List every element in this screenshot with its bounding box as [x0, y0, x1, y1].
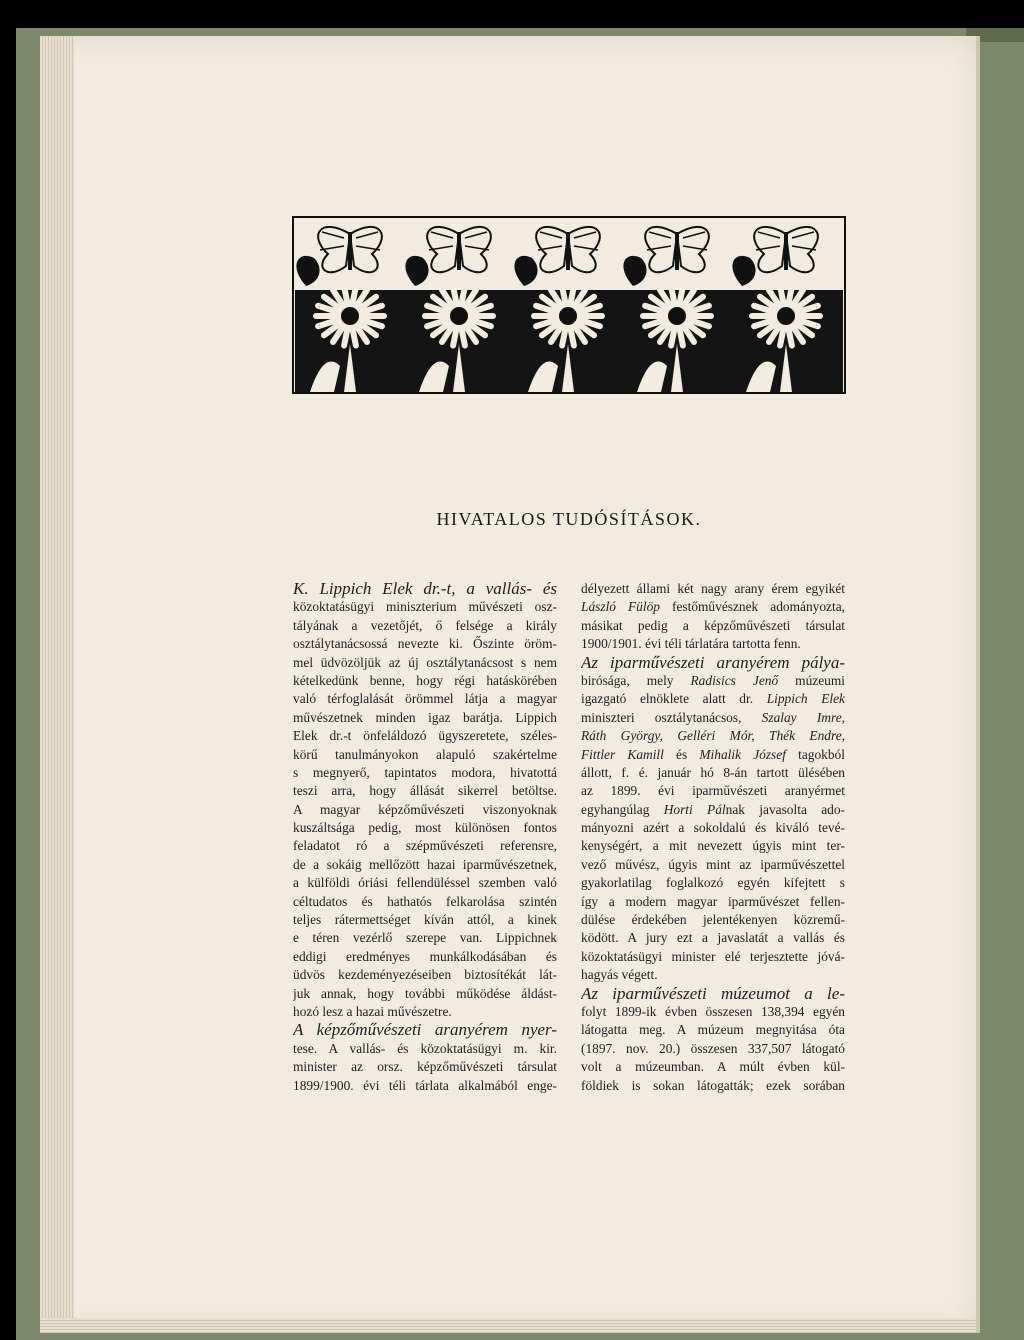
text-line [293, 672, 557, 690]
text-run: céltudatos és hathatós felkarolása szintén [293, 893, 557, 909]
text-run: hagyás végett. [581, 967, 658, 983]
text-line [581, 819, 845, 837]
text-run: kuszáltsága pedig, most különösen fontos [293, 820, 557, 836]
text-run: juk annak, hogy további működése áldást- [293, 985, 557, 1001]
text-line [581, 1003, 845, 1021]
text-run: miniszteri osztálytanácsos, [581, 709, 762, 725]
text-run: hozó lesz a hazai művészetre. [293, 1003, 452, 1019]
italic-text: Mihalik József [699, 746, 786, 762]
italic-text: László Fülöp [581, 599, 660, 615]
text-line [581, 782, 845, 800]
text-line [293, 837, 557, 855]
text-run: közoktatásügyi minister elé terjesztette jóvá- [581, 948, 845, 964]
text-run: tályának a vezetőjét, ő felsége a király [293, 617, 557, 633]
text-run: ködött. A jury ezt a javaslatát a vallás és [581, 930, 845, 946]
text-line [581, 1077, 845, 1095]
page-stack-bottom [40, 1318, 978, 1333]
text-run: állott, f. é. január hó 8-án tartott ülésében [581, 764, 845, 780]
section-title: HIVATALOS TUDÓSÍTÁSOK. [436, 509, 702, 529]
text-line [581, 856, 845, 874]
text-line [293, 1077, 557, 1095]
text-line [293, 1040, 557, 1058]
text-run: művészetnek minden igaz barátja. Lippich [293, 709, 557, 725]
text-line [581, 764, 845, 782]
text-line [293, 764, 557, 782]
italic-text: Lippich Elek [766, 691, 845, 707]
text-line [581, 929, 845, 947]
text-run: kételkedünk benne, hogy régi hatáskörében [293, 672, 557, 688]
text-line [581, 635, 845, 653]
text-line [293, 801, 557, 819]
text-run: az 1899. évi iparművészeti aranyérmet [581, 783, 845, 799]
text-run: körű tanulmányokon alapuló szakértelme [293, 746, 557, 762]
text-run: 1900/1901. évi téli tárlatára tartotta fenn. [581, 636, 801, 652]
page-right-edge [976, 36, 980, 1333]
text-run: eddigi eredményes munkálkodásában és [293, 948, 557, 964]
text-line [293, 782, 557, 800]
text-line [293, 929, 557, 947]
text-line [293, 985, 557, 1003]
page-stack-left [40, 36, 74, 1333]
text-line [293, 746, 557, 764]
text-line [293, 598, 557, 616]
text-line [293, 856, 557, 874]
text-run: igazgató elnöklete alatt dr. [581, 691, 767, 707]
text-line [581, 617, 845, 635]
text-line [581, 801, 845, 819]
text-line [581, 874, 845, 892]
italic-text: Az iparművészeti aranyérem pálya- [581, 653, 845, 672]
text-line [293, 1003, 557, 1021]
text-line [581, 966, 845, 984]
text-run: minister az orsz. képzőművészeti társulat [293, 1059, 557, 1075]
text-run: festőművésznek adományozta, [659, 599, 845, 615]
text-line [293, 819, 557, 837]
text-line [293, 690, 557, 708]
italic-text: Horti Pál [663, 801, 726, 817]
text-line [293, 727, 557, 745]
italic-text: Szalay Imre, [761, 709, 845, 725]
text-run: volt a múzeumban. A múlt évben kül- [581, 1059, 845, 1075]
text-run: másikat pedig a képzőművészeti társulat [581, 617, 845, 633]
italic-text: Ráth György, Gelléri Mór, Thék Endre, [581, 728, 845, 744]
text-run: így a modern magyar iparművészet fellen- [581, 893, 845, 909]
italic-text: A képzőművészeti aranyérem nyer- [293, 1021, 557, 1040]
text-run: való térfoglalását örömmel látja a magyar [293, 691, 557, 707]
text-run: de a sokáig mellőzött hazai iparművészetnek, [293, 856, 557, 872]
text-run: üdvös kezdeményezéseiben biztosítékát lát- [293, 967, 557, 983]
text-line [581, 893, 845, 911]
text-run: földiek is sokan látogatták; ezek sorában [581, 1077, 845, 1093]
text-run: 1899/1900. évi téli tárlata alkalmából enge- [293, 1077, 557, 1093]
text-line [581, 654, 845, 672]
text-line [581, 672, 845, 690]
text-line [581, 709, 845, 727]
text-run: Elek dr.-t önfeláldozó ügyszeretete, széles- [293, 728, 557, 744]
text-line [293, 911, 557, 929]
text-run: gyakorlatilag foglalkozó egyén kifejtett s [581, 875, 845, 891]
text-run: s megnyerő, tapintatos modora, hivatottá [293, 764, 557, 780]
text-run: mányozni azért a sokoldalú és kiváló tevé- [581, 820, 845, 836]
text-column-left [293, 580, 557, 1095]
text-line [293, 1021, 557, 1039]
text-line [293, 948, 557, 966]
text-run: és [663, 746, 700, 762]
text-run: kenységért, a mit nevezett úgyis mint ter- [581, 838, 845, 854]
text-line [293, 635, 557, 653]
text-line [293, 580, 557, 598]
text-line [293, 709, 557, 727]
italic-text: Fittler Kamill [581, 746, 664, 762]
text-line [293, 893, 557, 911]
text-line [581, 948, 845, 966]
text-run: folyt 1899-ik évben összesen 138,394 egyén [581, 1003, 845, 1019]
text-line [581, 598, 845, 616]
text-run: vező művész, úgyis mint az iparművészettel [581, 856, 845, 872]
text-run: birósága, mely [581, 672, 691, 688]
text-run: teljes rátermettséget kíván attól, a kinek [293, 912, 557, 928]
text-line [293, 1058, 557, 1076]
text-line [581, 690, 845, 708]
italic-text: Az iparművészeti múzeumot a le- [581, 984, 845, 1003]
text-run: tese. A vallás- és közoktatásügyi m. kir. [293, 1040, 557, 1056]
text-line [293, 617, 557, 635]
text-line [581, 1040, 845, 1058]
text-line [581, 1058, 845, 1076]
text-column-right [581, 580, 845, 1095]
text-run: (1897. nov. 20.) összesen 337,507 látogató [581, 1040, 845, 1056]
text-run: mel üdvözöljük az új osztálytanácsost s nem [293, 654, 557, 670]
text-line [581, 1021, 845, 1039]
text-line [581, 580, 845, 598]
text-line [581, 911, 845, 929]
text-line [581, 746, 845, 764]
text-run: múzeumi [778, 672, 845, 688]
decorative-banner-illustration [292, 216, 846, 394]
text-run: látogatta meg. A múzeum megnyitása óta [581, 1022, 845, 1038]
italic-text: K. Lippich Elek dr.-t, a vallás- és [293, 580, 557, 598]
text-run: tagokból [785, 746, 845, 762]
text-line [293, 874, 557, 892]
text-run: nak javasolta ado- [725, 801, 845, 817]
text-line [581, 837, 845, 855]
text-run: délyezett állami két nagy arany érem egyikét [581, 581, 845, 596]
text-run: A magyar képzőművészeti viszonyoknak [293, 801, 557, 817]
text-run: a külföldi óriási fellendüléssel szemben való [293, 875, 557, 891]
text-line [581, 727, 845, 745]
text-line [293, 654, 557, 672]
text-run: e téren vezérlő szerepe van. Lippichnek [293, 930, 557, 946]
text-run: egyhangúlag [581, 801, 664, 817]
text-line [293, 966, 557, 984]
text-run: dülése érdekében jelentékenyen közremű- [581, 912, 845, 928]
text-line [581, 985, 845, 1003]
text-run: osztálytanácsossá nevezte ki. Őszinte öröm- [293, 636, 557, 652]
text-run: közoktatásügyi miniszterium művészeti osz- [293, 599, 557, 615]
text-run: feladatot ró a szépművészeti referensre, [293, 838, 557, 854]
italic-text: Radisics Jenő [690, 672, 779, 688]
text-run: teszi arra, hogy állását sikerrel betöltse. [293, 783, 557, 799]
